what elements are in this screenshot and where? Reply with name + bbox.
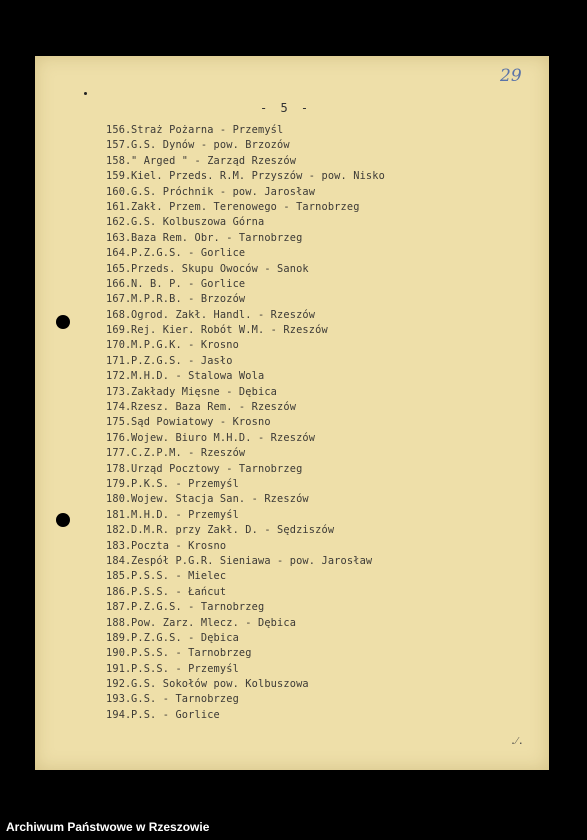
entry-number: 160. — [106, 185, 132, 198]
entry-number: 159. — [106, 170, 132, 183]
entry-number: 178. — [106, 462, 132, 475]
entry-text: P.K.S. - Przemyśl — [131, 477, 239, 490]
entry-number: 188. — [106, 616, 132, 629]
entry-text: Rzesz. Baza Rem. - Rzeszów — [131, 401, 297, 414]
entry-number: 170. — [106, 339, 132, 352]
list-item — [106, 692, 385, 707]
list-item — [106, 631, 385, 646]
list-item — [106, 185, 385, 200]
list-item — [106, 338, 385, 353]
list-item — [106, 523, 385, 538]
entry-number: 157. — [106, 139, 132, 152]
entry-number: 161. — [106, 200, 132, 213]
list-item — [106, 123, 385, 138]
entry-number: 177. — [106, 447, 132, 460]
entry-number: 174. — [106, 401, 132, 414]
list-item — [106, 646, 385, 661]
entry-text: Poczta - Krosno — [131, 539, 227, 552]
entry-text: Urząd Pocztowy - Tarnobrzeg — [131, 462, 303, 475]
entry-text: G.S. Próchnik - pow. Jarosław — [131, 185, 316, 198]
entry-number: 166. — [106, 277, 132, 290]
list-item — [106, 415, 385, 430]
list-item — [106, 154, 385, 169]
entry-text: P.S.S. - Łańcut — [131, 585, 227, 598]
entry-text: N. B. P. - Gorlice — [131, 277, 246, 290]
entry-text: M.H.D. - Przemyśl — [131, 508, 239, 521]
entry-text: D.M.R. przy Zakł. D. - Sędziszów — [131, 524, 335, 537]
entry-text: M.H.D. - Stalowa Wola — [131, 370, 265, 383]
entry-text: Wojew. Stacja San. - Rzeszów — [131, 493, 309, 506]
entry-number: 175. — [106, 416, 132, 429]
archive-caption: Archiwum Państwowe w Rzeszowie — [6, 820, 210, 834]
entry-text: M.P.G.K. - Krosno — [131, 339, 239, 352]
folio-number: 29 — [500, 66, 522, 86]
entry-number: 186. — [106, 585, 132, 598]
list-item — [106, 200, 385, 215]
entry-number: 187. — [106, 601, 132, 614]
list-item — [106, 539, 385, 554]
entry-text: G.S. Kolbuszowa Górna — [131, 216, 265, 229]
list-item — [106, 308, 385, 323]
list-item — [106, 138, 385, 153]
entry-text: Straż Pożarna - Przemyśl — [131, 124, 284, 136]
list-item — [106, 292, 385, 307]
entry-text: G.S. Dynów - pow. Brzozów — [131, 139, 290, 152]
entry-number: 191. — [106, 662, 132, 675]
entry-text: P.Z.G.S. - Gorlice — [131, 247, 246, 260]
list-item — [106, 400, 385, 415]
list-item — [106, 569, 385, 584]
entry-number: 182. — [106, 524, 132, 537]
list-item — [106, 231, 385, 246]
punch-hole — [56, 315, 70, 329]
entry-text: P.S.S. - Mielec — [131, 570, 227, 583]
entry-text: Pow. Zarz. Mlecz. - Dębica — [131, 616, 297, 629]
entry-text: Przeds. Skupu Owoców - Sanok — [131, 262, 309, 275]
entry-text: G.S. Sokołów pow. Kolbuszowa — [131, 678, 309, 691]
entry-list — [106, 123, 385, 723]
entry-number: 156. — [106, 124, 132, 136]
ink-dot — [84, 92, 87, 95]
list-item — [106, 369, 385, 384]
entry-number: 167. — [106, 293, 132, 306]
list-item — [106, 677, 385, 692]
list-item — [106, 277, 385, 292]
entry-number: 183. — [106, 539, 132, 552]
entry-number: 180. — [106, 493, 132, 506]
list-item — [106, 616, 385, 631]
continuation-mark: .⁄. — [510, 736, 524, 747]
entry-text: Zakłady Mięsne - Dębica — [131, 385, 278, 398]
entry-number: 193. — [106, 693, 132, 706]
list-item — [106, 169, 385, 184]
entry-number: 192. — [106, 678, 132, 691]
list-item — [106, 708, 385, 723]
entry-text: P.Z.G.S. - Tarnobrzeg — [131, 601, 265, 614]
entry-text: Sąd Powiatowy - Krosno — [131, 416, 271, 429]
list-item — [106, 385, 385, 400]
entry-number: 168. — [106, 308, 132, 321]
list-item — [106, 323, 385, 338]
entry-number: 190. — [106, 647, 132, 660]
entry-number: 184. — [106, 554, 132, 567]
entry-text: Zespół P.G.R. Sieniawa - pow. Jarosław — [131, 554, 373, 567]
list-item — [106, 585, 385, 600]
list-item — [106, 508, 385, 523]
entry-text: P.S.S. - Tarnobrzeg — [131, 647, 252, 660]
list-item — [106, 215, 385, 230]
entry-number: 189. — [106, 631, 132, 644]
entry-text: " Arged " - Zarząd Rzeszów — [131, 154, 297, 167]
entry-text: Wojew. Biuro M.H.D. - Rzeszów — [131, 431, 316, 444]
entry-number: 194. — [106, 708, 132, 721]
list-item — [106, 492, 385, 507]
entry-number: 158. — [106, 154, 132, 167]
entry-text: C.Z.P.M. - Rzeszów — [131, 447, 246, 460]
entry-text: P.Z.G.S. - Dębica — [131, 631, 239, 644]
entry-text: Baza Rem. Obr. - Tarnobrzeg — [131, 231, 303, 244]
list-item — [106, 246, 385, 261]
entry-number: 173. — [106, 385, 132, 398]
list-item — [106, 662, 385, 677]
page-number: - 5 - — [260, 101, 312, 115]
list-item — [106, 477, 385, 492]
entry-number: 162. — [106, 216, 132, 229]
entry-number: 165. — [106, 262, 132, 275]
list-item — [106, 354, 385, 369]
list-item — [106, 446, 385, 461]
entry-number: 163. — [106, 231, 132, 244]
entry-number: 171. — [106, 354, 132, 367]
list-item — [106, 431, 385, 446]
list-item — [106, 554, 385, 569]
entry-text: G.S. - Tarnobrzeg — [131, 693, 239, 706]
entry-text: P.Z.G.S. - Jasło — [131, 354, 233, 367]
list-item — [106, 600, 385, 615]
entry-number: 176. — [106, 431, 132, 444]
punch-hole — [56, 513, 70, 527]
entry-number: 172. — [106, 370, 132, 383]
list-item — [106, 462, 385, 477]
entry-text: Rej. Kier. Robót W.M. - Rzeszów — [131, 324, 328, 337]
entry-text: Zakł. Przem. Terenowego - Tarnobrzeg — [131, 200, 360, 213]
entry-number: 169. — [106, 324, 132, 337]
list-item — [106, 262, 385, 277]
entry-text: Ogrod. Zakł. Handl. - Rzeszów — [131, 308, 316, 321]
entry-number: 185. — [106, 570, 132, 583]
entry-text: M.P.R.B. - Brzozów — [131, 293, 246, 306]
entry-number: 181. — [106, 508, 132, 521]
entry-text: P.S.S. - Przemyśl — [131, 662, 239, 675]
entry-number: 164. — [106, 247, 132, 260]
entry-text: P.S. - Gorlice — [131, 708, 220, 721]
entry-text: Kiel. Przeds. R.M. Przyszów - pow. Nisko — [131, 170, 385, 183]
entry-number: 179. — [106, 477, 132, 490]
